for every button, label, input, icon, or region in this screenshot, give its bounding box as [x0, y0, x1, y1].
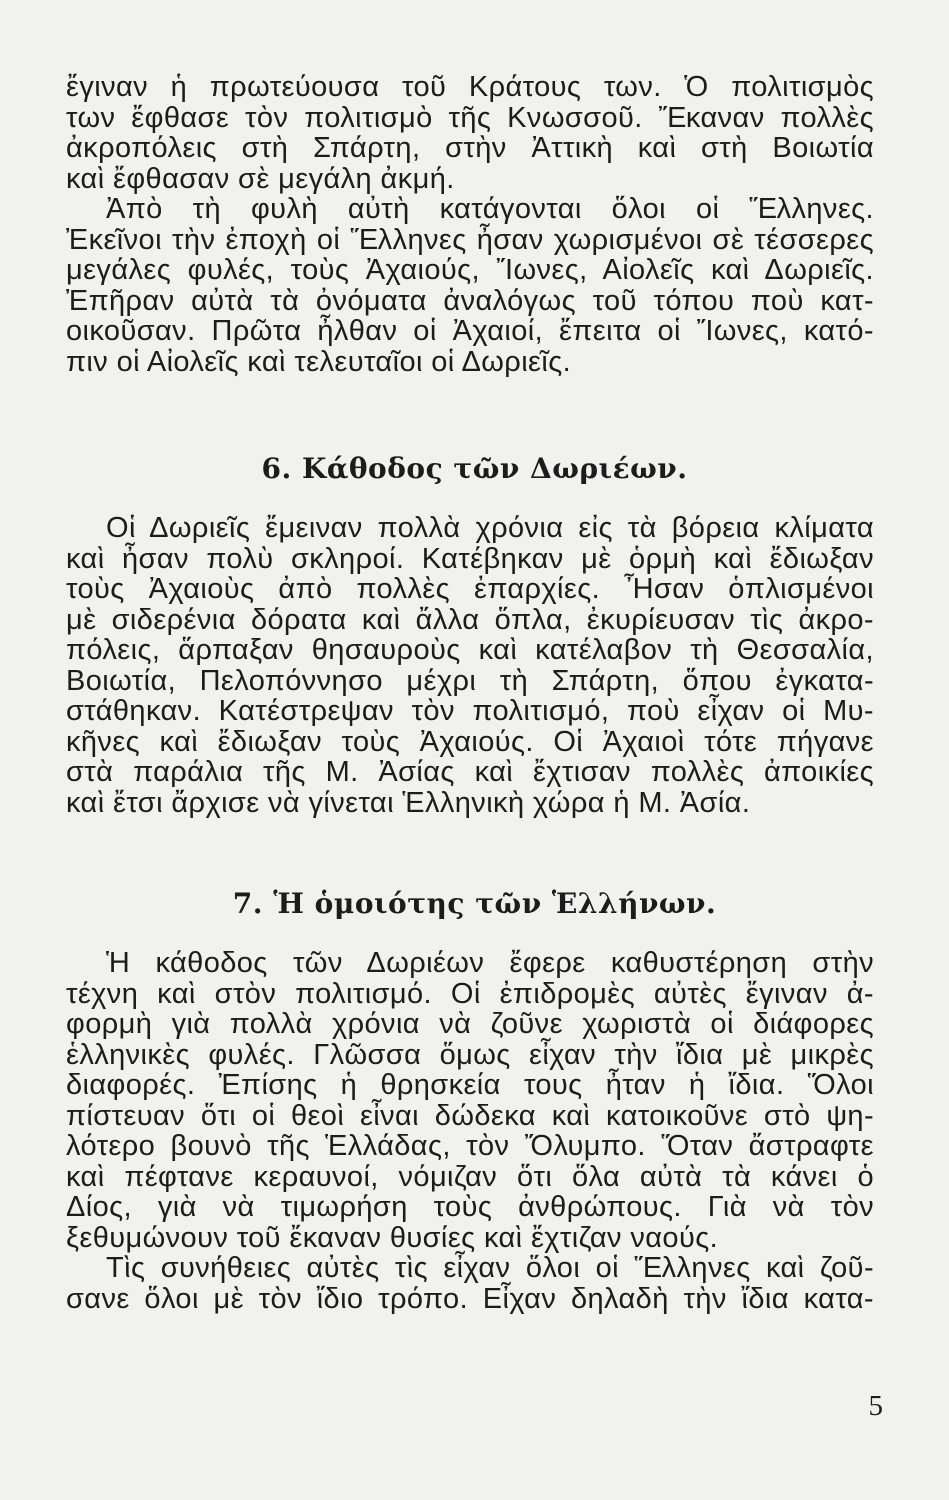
section-7-paragraph: [66, 948, 874, 1314]
text-line: Τὶς συνήθειες αὐτὲς τὶς εἶχαν ὅλοι οἱ Ἕλληνες καὶ ζοῦ-: [106, 1252, 874, 1284]
text-line: ἀκροπόλεις στὴ Σπάρτη, στὴν Ἀττικὴ καὶ στὴ Βοιωτία: [66, 132, 874, 164]
text-line: καὶ ἔτσι ἄρχισε νὰ γίνεται Ἑλληνικὴ χώρα ἡ Μ. Ἀσία.: [66, 786, 751, 819]
text-line: τοὺς Ἀχαιοὺς ἀπὸ πολλὲς ἐπαρχίες. Ἦσαν ὁπλισμένοι: [66, 573, 874, 605]
text-line: Οἱ Δωριεῖς ἔμειναν πολλὰ χρόνια εἰς τὰ βόρεια κλίματα: [106, 512, 874, 544]
text-line: στάθηκαν. Κατέστρεψαν τὸν πολιτισμό, ποὺ εἶχαν οἱ Μυ-: [66, 695, 874, 727]
text-line: καὶ πέφτανε κεραυνοί, νόμιζαν ὅτι ὅλα αὐτὰ τὰ κάνει ὁ: [66, 1160, 874, 1193]
text-line: Ἡ κάθοδος τῶν Δωριέων ἔφερε καθυστέρηση στὴν: [106, 947, 874, 979]
intro-paragraphs: [66, 72, 874, 377]
text-line: τέχνη καὶ στὸν πολιτισμό. Οἱ ἐπιδρομὲς αὐτὲς ἔγιναν ἀ-: [66, 977, 874, 1010]
text-line: πίστευαν ὅτι οἱ θεοὶ εἶναι δώδεκα καὶ κατοικοῦνε στὸ ψη-: [66, 1099, 874, 1132]
text-line: ἑλληνικὲς φυλές. Γλῶσσα ὅμως εἶχαν τὴν ἴδια μὲ μικρὲς: [66, 1038, 874, 1071]
section-6-paragraph: [66, 513, 874, 818]
text-line: Ἐκεῖνοι τὴν ἐποχὴ οἱ Ἕλληνες ἦσαν χωρισμένοι σὲ τέσσερες: [66, 223, 874, 256]
text-line: των ἔφθασε τὸν πολιτισμὸ τῆς Κνωσσοῦ. Ἔκαναν πολλὲς: [66, 101, 874, 134]
text-line: στὰ παράλια τῆς Μ. Ἀσίας καὶ ἔχτισαν πολλὲς ἀποικίες: [66, 756, 874, 788]
text-line: ἔγιναν ἡ πρωτεύουσα τοῦ Κράτους των. Ὁ πολιτισμὸς: [66, 71, 874, 103]
section-6-heading: 6. Κάθοδος τῶν Δωριέων.: [261, 452, 688, 485]
text-line: ξεθυμώνουν τοῦ ἔκαναν θυσίες καὶ ἔχτιζαν ναούς.: [66, 1221, 719, 1254]
text-line: Ἀπὸ τὴ φυλὴ αὐτὴ κατάγονται ὅλοι οἱ Ἕλληνες.: [106, 193, 874, 225]
text-line: σανε ὅλοι μὲ τὸν ἴδιο τρόπο. Εἶχαν δηλαδὴ τὴν ἴδια κατα-: [66, 1282, 874, 1315]
text-line: λότερο βουνὸ τῆς Ἑλλάδας, τὸν Ὄλυμπο. Ὅταν ἄστραφτε: [66, 1130, 874, 1162]
text-line: πόλεις, ἅρπαξαν θησαυροὺς καὶ κατέλαβον τὴ Θεσσαλία,: [66, 634, 874, 666]
text-line: καὶ ἦσαν πολὺ σκληροί. Κατέβηκαν μὲ ὁρμὴ καὶ ἔδιωξαν: [66, 542, 874, 575]
text-line: Δίος, γιὰ νὰ τιμωρήση τοὺς ἀνθρώπους. Γιὰ νὰ τὸν: [66, 1191, 874, 1223]
text-line: πιν οἱ Αἰολεῖς καὶ τελευταῖοι οἱ Δωριεῖς.: [66, 345, 572, 378]
section-7-heading: 7. Ἡ ὁμοιότης τῶν Ἑλλήνων.: [232, 887, 717, 920]
page-number: 5: [868, 1390, 883, 1422]
text-line: Βοιωτία, Πελοπόννησο μέχρι τὴ Σπάρτη, ὅπου ἐγκατα-: [66, 664, 874, 697]
text-line: οικοῦσαν. Πρῶτα ἦλθαν οἱ Ἀχαιοί, ἔπειτα οἱ Ἴωνες, κατό-: [66, 315, 874, 347]
text-line: φορμὴ γιὰ πολλὰ χρόνια νὰ ζοῦνε χωριστὰ οἱ διάφορες: [66, 1008, 874, 1040]
text-line: μεγάλες φυλές, τοὺς Ἀχαιούς, Ἴωνες, Αἰολεῖς καὶ Δωριεῖς.: [66, 254, 874, 286]
text-line: διαφορές. Ἐπίσης ἡ θρησκεία τους ἦταν ἡ ἴδια. Ὅλοι: [66, 1069, 874, 1101]
text-line: κῆνες καὶ ἔδιωξαν τοὺς Ἀχαιούς. Οἱ Ἀχαιοὶ τότε πήγανε: [66, 725, 874, 758]
text-line: μὲ σιδερένια δόρατα καὶ ἄλλα ὅπλα, ἐκυρίευσαν τὶς ἀκρο-: [66, 603, 874, 636]
text-line: Ἐπῆραν αὐτὰ τὰ ὀνόματα ἀναλόγως τοῦ τόπου ποὺ κατ-: [66, 284, 874, 317]
text-line: καὶ ἔφθασαν σὲ μεγάλη ἀκμή.: [66, 162, 455, 195]
